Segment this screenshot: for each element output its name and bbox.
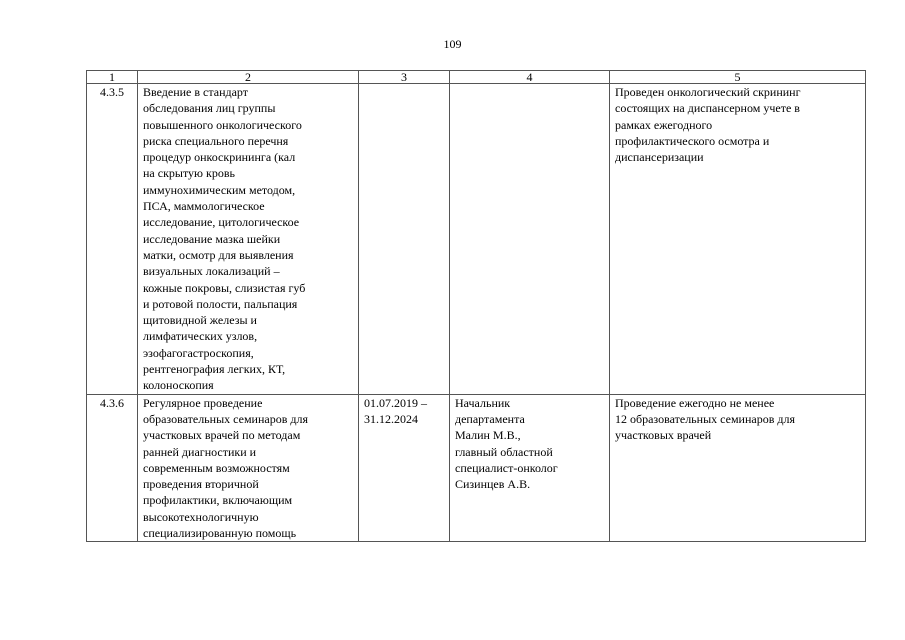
column-header-2: 2 [138, 71, 359, 84]
responsible-cell [450, 84, 610, 395]
measure-cell: Регулярное проведение образовательных семинаров для участковых врачей по методам ранней диагностики и современным возможностям проведения вторичной профилактики, включающим высокотехнологичную специализированную помощь [138, 394, 359, 542]
table-row [87, 394, 866, 542]
column-header-4: 4 [450, 71, 610, 84]
period-cell: 01.07.2019 – 31.12.2024 [359, 394, 450, 542]
table-header-row [87, 71, 866, 84]
row-number: 4.3.6 [87, 394, 138, 542]
result-cell: Проведение ежегодно не менее 12 образовательных семинаров для участковых врачей [610, 394, 866, 542]
period-cell [359, 84, 450, 395]
measure-cell: Введение в стандарт обследования лиц группы повышенного онкологического риска специального перечня процедур онкоскрининга (кал на скрытую кровь иммунохимическим методом, ПСА, маммологическое исследование, цитологическое исследование мазка шейки матки, осмотр для выявления визуальных локализаций – кожные покровы, слизистая губ и ротовой полости, пальпация щитовидной железы и лимфатических узлов, эзофагогастроскопия, рентгенография легких, КТ, колоноскопия [138, 84, 359, 395]
column-header-3: 3 [359, 71, 450, 84]
result-cell: Проведен онкологический скрининг состоящих на диспансерном учете в рамках ежегодного профилактического осмотра и диспансеризации [610, 84, 866, 395]
responsible-cell: Начальник департамента Малин М.В., главный областной специалист-онколог Сизинцев А.В. [450, 394, 610, 542]
column-header-1: 1 [87, 71, 138, 84]
table-row [87, 84, 866, 395]
page-number: 109 [443, 37, 462, 51]
row-number: 4.3.5 [87, 84, 138, 395]
column-header-5: 5 [610, 71, 866, 84]
measures-table [86, 70, 866, 542]
